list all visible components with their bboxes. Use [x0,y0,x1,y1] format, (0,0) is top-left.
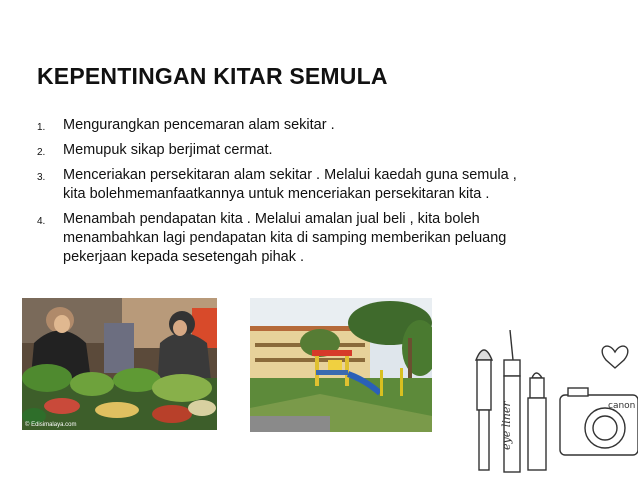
list-item [37,210,537,267]
slide-title: KEPENTINGAN KITAR SEMULA [37,63,388,89]
item-text: Mengurangkan pencemaran alam sekitar . [63,117,335,133]
playground-photo [250,298,432,432]
item-text: Menambah pendapatan kita . Melalui amalan jual beli , kita boleh menambahkan lagi pendapatan kita di samping memberikan peluang pekerjaan kepada sesetengah pihak . [63,211,507,265]
item-number: 4. [37,216,46,227]
item-text: Memupuk sikap berjimat cermat. [63,142,273,158]
bullet-list [37,116,537,273]
camera-brand-label: canon [608,401,636,411]
market-photo [22,298,217,430]
list-item [37,166,537,204]
makeup-sketch-illustration [450,330,638,479]
item-number: 1. [37,122,46,133]
item-number: 3. [37,172,46,183]
list-item [37,116,537,135]
photo-caption: © Edisimalaya.com [25,422,77,428]
list-item [37,141,537,160]
item-text: Menceriakan persekitaran alam sekitar . Melalui kaedah guna semula , kita bolehmemanfaatkannya untuk menceriakan persekitaran kita . [63,167,517,202]
eyeliner-label: eye liner [500,401,513,450]
item-number: 2. [37,147,46,158]
